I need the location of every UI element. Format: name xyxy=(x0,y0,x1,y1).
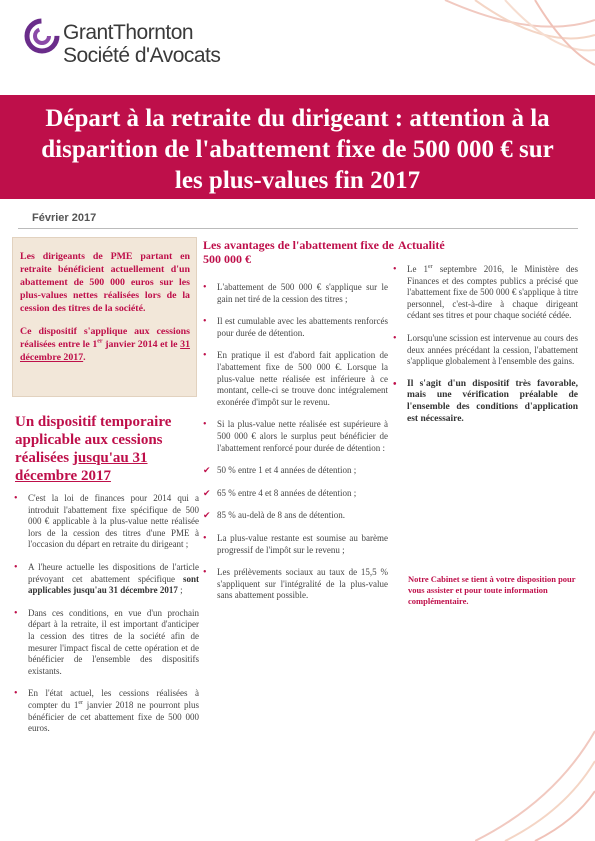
publication-date: Février 2017 xyxy=(32,212,97,224)
checklist-item: ✔ 50 % entre 1 et 4 années de détention ; xyxy=(203,465,388,477)
left-heading: Un dispositif temporaire applicable aux cessions réalisées jusqu'au 31 décembre 2017 xyxy=(15,414,172,484)
middle-heading: Les avantages de l'abattement fixe de 500 000 € xyxy=(203,238,394,266)
decorative-swoosh-bottom-icon xyxy=(475,711,595,841)
title-line-2: disparition de l'abattement fixe de 500 000 € sur xyxy=(41,136,554,163)
list-item: • Il est cumulable avec les abattements renforcés pour durée de détention. xyxy=(203,316,388,339)
list-item: • Les prélèvements sociaux au taux de 15,5 % s'appliquent sur l'intégralité de la plus-value sans abattement possible. xyxy=(203,567,388,602)
list-item: • Lorsqu'une scission est intervenue au cours des deux années précédant la cession, l'abattement s'applique globalement à l'ensemble des gains. xyxy=(393,333,578,368)
checklist-item: ✔ 65 % entre 4 et 8 années de détention ; xyxy=(203,488,388,500)
list-item: • Le 1er septembre 2016, le Ministère des Finances et des comptes publics a précisé que l'abattement fixe de 500 000 € s'applique à titre personnel, c'est-à-dire à chaque dirigeant cédant ses titres et pour chaque société cédée. xyxy=(393,264,578,322)
list-item: • A l'heure actuelle les dispositions de l'article prévoyant cet abattement spécifique sont applicables jusqu'au 31 décembre 2017 ; xyxy=(14,562,199,597)
summary-end-date: 31 décembre 2017 xyxy=(20,339,190,363)
summary-paragraph-2: Ce dispositif s'applique aux cessions réalisées entre le 1er janvier 2014 et le 31 décembre 2017. xyxy=(20,326,190,363)
contact-note: Notre Cabinet se tient à votre disposition pour vous assister et pour toute information complémentaire. xyxy=(408,574,576,606)
list-item: • En pratique il est d'abord fait application de l'abattement fixe de 500 000 €. Lorsque la plus-value nette réalisée est inférieure à ce montant, celle-ci se trouve donc intégralement exonérée d'impôt sur le revenu. xyxy=(203,350,388,408)
decorative-swoosh-icon xyxy=(425,0,595,90)
list-item: • La plus-value restante est soumise au barème progressif de l'impôt sur le revenu ; xyxy=(203,533,388,556)
brand-subtitle: Société d'Avocats xyxy=(63,44,221,67)
list-item: • Dans ces conditions, en vue d'un prochain départ à la retraite, il est important d'anticiper la cession des titres de la société afin de mesurer l'impact fiscal de cette opération et de bénéficier de l'ensemble des dispositifs existants. xyxy=(14,608,199,678)
list-item: • Si la plus-value nette réalisée est supérieure à 500 000 € alors le surplus peut bénéficier de l'abattement renforcé pour durée de détention : xyxy=(203,419,388,454)
list-item: • L'abattement de 500 000 € s'applique sur le gain net tiré de la cession des titres ; xyxy=(203,282,388,305)
summary-box xyxy=(12,237,197,397)
right-heading: Actualité xyxy=(398,238,445,252)
summary-paragraph-1: Les dirigeants de PME partant en retraite bénéficient actuellement d'un abattement de 500 000 euros sur les plus-values nettes réalisées lors de la cession des titres de la société. xyxy=(20,251,190,314)
right-bullet-list xyxy=(393,264,578,436)
checklist-item: ✔ 85 % au-delà de 8 ans de détention. xyxy=(203,510,388,522)
grant-thornton-logo-icon xyxy=(24,18,60,54)
left-bullet-list xyxy=(14,493,199,746)
title-banner xyxy=(0,95,595,199)
list-item: • C'est la loi de finances pour 2014 qui a introduit l'abattement fixe spécifique de 500 000 € applicable à la plus-value nette réalisée lors de la cession des titres d'une PME à l'occasion du départ en retraite du dirigeant ; xyxy=(14,493,199,551)
title-line-3: les plus-values fin 2017 xyxy=(174,167,421,194)
list-item: • En l'état actuel, les cessions réalisées à compter du 1er janvier 2018 ne pourront plus bénéficier de cet abattement fixe de 500 000 euros. xyxy=(14,688,199,734)
title-line-1: Départ à la retraite du dirigeant : attention à la xyxy=(45,105,550,132)
middle-bullet-list xyxy=(203,282,388,613)
brand-name: GrantThornton xyxy=(63,21,194,44)
divider xyxy=(18,228,578,229)
list-item: • Il s'agit d'un dispositif très favorable, mais une vérification préalable de l'ensemble des conditions d'application est nécessaire. xyxy=(393,379,578,425)
